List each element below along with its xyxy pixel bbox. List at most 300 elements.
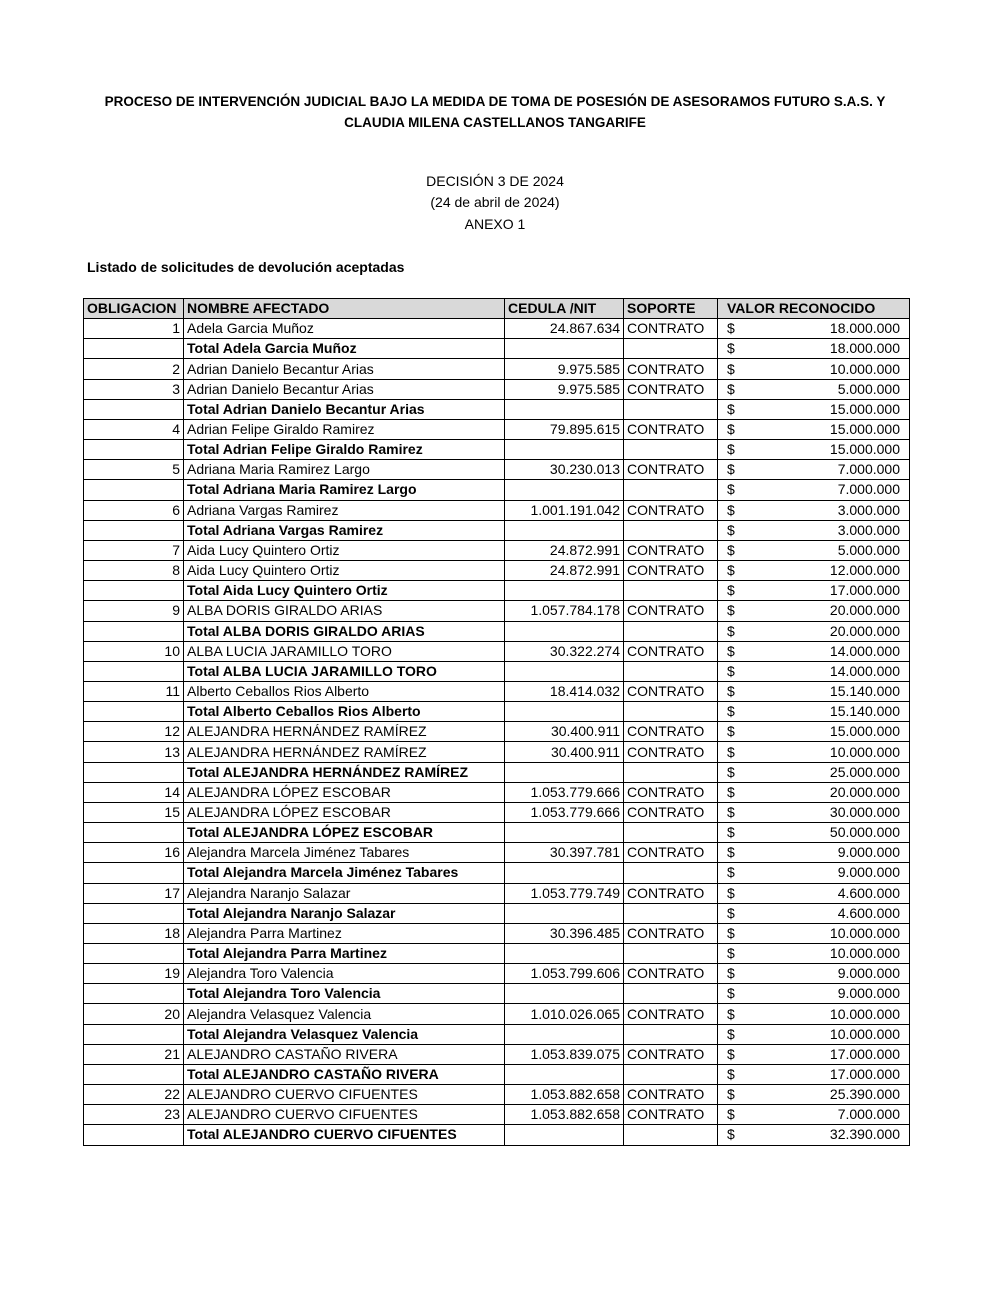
total-row [84,621,910,641]
amount-value: 17.000.000 [829,1045,900,1062]
currency-symbol: $ [727,683,735,700]
cell-valor [718,722,910,742]
cell-cedula [505,863,624,883]
cell-obligacion: 7 [84,540,184,560]
amount-value: 15.000.000 [829,723,900,740]
table-row [84,923,910,943]
amount-value: 14.000.000 [829,662,900,679]
table-body [84,319,910,1145]
cell-cedula: 24.872.991 [505,561,624,581]
cell-valor [718,1105,910,1125]
cell-soporte [624,702,718,722]
total-row [84,1064,910,1084]
currency-symbol: $ [727,461,735,478]
cell-nombre: ALEJANDRO CUERVO CIFUENTES [184,1105,505,1125]
cell-nombre: Total Adriana Maria Ramirez Largo [184,480,505,500]
amount-value: 30.000.000 [829,803,900,820]
cell-nombre: Total Alberto Ceballos Rios Alberto [184,702,505,722]
cell-soporte: CONTRATO [624,540,718,560]
currency-symbol: $ [727,662,735,679]
total-row [84,823,910,843]
amount-value: 10.000.000 [829,945,900,962]
currency-symbol: $ [727,1126,735,1143]
currency-symbol: $ [727,421,735,438]
cell-cedula [505,581,624,601]
cell-nombre: Total Alejandra Toro Valencia [184,984,505,1004]
currency-symbol: $ [727,441,735,458]
total-row [84,1024,910,1044]
cell-nombre: Adrian Felipe Giraldo Ramirez [184,419,505,439]
cell-cedula: 24.872.991 [505,540,624,560]
total-row [84,944,910,964]
cell-nombre: Adrian Danielo Becantur Arias [184,359,505,379]
amount-value: 20.000.000 [829,622,900,639]
cell-nombre: Alejandra Velasquez Valencia [184,1004,505,1024]
table-row [84,540,910,560]
cell-cedula: 1.053.799.606 [505,964,624,984]
cell-valor [718,823,910,843]
currency-symbol: $ [727,1106,735,1123]
amount-value: 3.000.000 [837,501,900,518]
currency-symbol: $ [727,743,735,760]
table-row [84,782,910,802]
cell-cedula [505,1064,624,1084]
cell-valor [718,379,910,399]
cell-soporte: CONTRATO [624,742,718,762]
cell-soporte: CONTRATO [624,359,718,379]
cell-obligacion [84,823,184,843]
cell-obligacion: 21 [84,1044,184,1064]
amount-value: 17.000.000 [829,1066,900,1083]
amount-value: 10.000.000 [829,743,900,760]
cell-cedula [505,520,624,540]
currency-symbol: $ [727,360,735,377]
currency-symbol: $ [727,320,735,337]
cell-nombre: ALEJANDRA HERNÁNDEZ RAMÍREZ [184,742,505,762]
table-row [84,359,910,379]
total-row [84,480,910,500]
currency-symbol: $ [727,582,735,599]
amount-value: 12.000.000 [829,562,900,579]
currency-symbol: $ [727,1066,735,1083]
total-row [84,863,910,883]
cell-nombre: Total Adrian Felipe Giraldo Ramirez [184,440,505,460]
amount-value: 9.000.000 [837,965,900,982]
cell-cedula [505,823,624,843]
table-row [84,419,910,439]
cell-nombre: Adriana Vargas Ramirez [184,500,505,520]
cell-obligacion [84,480,184,500]
currency-symbol: $ [727,904,735,921]
amount-value: 20.000.000 [829,602,900,619]
cell-nombre: Total ALEJANDRA LÓPEZ ESCOBAR [184,823,505,843]
cell-cedula [505,399,624,419]
cell-obligacion [84,762,184,782]
cell-nombre: Aida Lucy Quintero Ortiz [184,561,505,581]
amount-value: 5.000.000 [837,380,900,397]
currency-symbol: $ [727,622,735,639]
cell-cedula [505,661,624,681]
cell-obligacion [84,661,184,681]
cell-nombre: Total Adriana Vargas Ramirez [184,520,505,540]
cell-valor [718,641,910,661]
amount-value: 10.000.000 [829,924,900,941]
cell-cedula: 30.322.274 [505,641,624,661]
cell-obligacion: 14 [84,782,184,802]
cell-nombre: Total Alejandra Naranjo Salazar [184,903,505,923]
header-soporte: SOPORTE [624,299,718,319]
currency-symbol: $ [727,521,735,538]
table-row [84,843,910,863]
cell-cedula: 1.053.882.658 [505,1105,624,1125]
currency-symbol: $ [727,803,735,820]
cell-soporte [624,823,718,843]
total-row [84,762,910,782]
cell-soporte [624,581,718,601]
cell-soporte: CONTRATO [624,460,718,480]
header-cedula: CEDULA /NIT [505,299,624,319]
total-row [84,520,910,540]
cell-valor [718,762,910,782]
cell-obligacion: 20 [84,1004,184,1024]
table-row [84,379,910,399]
cell-valor [718,1064,910,1084]
cell-obligacion [84,520,184,540]
cell-soporte: CONTRATO [624,1004,718,1024]
cell-valor [718,802,910,822]
decision-date: (24 de abril de 2024) [430,194,560,211]
currency-symbol: $ [727,1045,735,1062]
cell-obligacion [84,399,184,419]
cell-obligacion: 17 [84,883,184,903]
cell-soporte [624,520,718,540]
cell-valor [718,440,910,460]
table-row [84,1044,910,1064]
table-row [84,460,910,480]
cell-nombre: ALEJANDRA LÓPEZ ESCOBAR [184,782,505,802]
table-row [84,1085,910,1105]
cell-cedula: 18.414.032 [505,681,624,701]
amount-value: 17.000.000 [829,582,900,599]
amount-value: 15.140.000 [829,683,900,700]
cell-soporte [624,399,718,419]
cell-valor [718,460,910,480]
cell-valor [718,480,910,500]
cell-soporte: CONTRATO [624,923,718,943]
cell-cedula: 1.057.784.178 [505,601,624,621]
cell-nombre: ALEJANDRO CASTAÑO RIVERA [184,1044,505,1064]
cell-obligacion [84,1125,184,1145]
cell-cedula: 30.400.911 [505,742,624,762]
table-row [84,601,910,621]
total-row [84,984,910,1004]
cell-nombre: Total Alejandra Parra Martinez [184,944,505,964]
cell-nombre: Total Aida Lucy Quintero Ortiz [184,581,505,601]
cell-cedula [505,702,624,722]
cell-valor [718,319,910,339]
cell-cedula [505,944,624,964]
cell-valor [718,419,910,439]
cell-obligacion: 2 [84,359,184,379]
cell-obligacion [84,339,184,359]
amount-value: 15.000.000 [829,400,900,417]
cell-soporte: CONTRATO [624,782,718,802]
document-title [90,91,900,133]
cell-nombre: Alberto Ceballos Rios Alberto [184,681,505,701]
cell-soporte [624,863,718,883]
amount-value: 50.000.000 [829,824,900,841]
cell-obligacion: 8 [84,561,184,581]
currency-symbol: $ [727,501,735,518]
cell-cedula: 24.867.634 [505,319,624,339]
amount-value: 25.390.000 [829,1086,900,1103]
cell-cedula [505,903,624,923]
total-row [84,339,910,359]
cell-nombre: ALEJANDRA HERNÁNDEZ RAMÍREZ [184,722,505,742]
cell-nombre: Total ALBA DORIS GIRALDO ARIAS [184,621,505,641]
cell-valor [718,661,910,681]
currency-symbol: $ [727,400,735,417]
amount-value: 10.000.000 [829,360,900,377]
total-row [84,702,910,722]
cell-valor [718,561,910,581]
currency-symbol: $ [727,562,735,579]
cell-obligacion [84,440,184,460]
cell-soporte: CONTRATO [624,1105,718,1125]
table-row [84,1004,910,1024]
currency-symbol: $ [727,1086,735,1103]
cell-valor [718,843,910,863]
cell-obligacion: 9 [84,601,184,621]
amount-value: 15.000.000 [829,421,900,438]
cell-nombre: ALBA DORIS GIRALDO ARIAS [184,601,505,621]
cell-obligacion: 5 [84,460,184,480]
cell-soporte [624,621,718,641]
cell-cedula: 30.396.485 [505,923,624,943]
amount-value: 15.000.000 [829,441,900,458]
cell-valor [718,500,910,520]
cell-nombre: Total ALEJANDRA HERNÁNDEZ RAMÍREZ [184,762,505,782]
cell-soporte [624,903,718,923]
cell-cedula [505,984,624,1004]
cell-nombre: Alejandra Parra Martinez [184,923,505,943]
amount-value: 10.000.000 [829,1025,900,1042]
amount-value: 7.000.000 [837,481,900,498]
amount-value: 9.000.000 [837,985,900,1002]
amount-value: 25.000.000 [829,763,900,780]
cell-valor [718,903,910,923]
cell-soporte [624,480,718,500]
cell-cedula [505,1024,624,1044]
currency-symbol: $ [727,824,735,841]
cell-valor [718,1044,910,1064]
cell-soporte: CONTRATO [624,319,718,339]
decision-block [290,171,700,235]
cell-obligacion: 12 [84,722,184,742]
cell-obligacion: 23 [84,1105,184,1125]
cell-obligacion [84,863,184,883]
currency-symbol: $ [727,642,735,659]
cell-soporte: CONTRATO [624,843,718,863]
total-row [84,1125,910,1145]
cell-nombre: Adela Garcia Muñoz [184,319,505,339]
cell-obligacion: 15 [84,802,184,822]
cell-cedula: 1.010.026.065 [505,1004,624,1024]
amount-value: 5.000.000 [837,541,900,558]
table-row [84,500,910,520]
amount-value: 18.000.000 [829,320,900,337]
amount-value: 10.000.000 [829,1005,900,1022]
cell-nombre: ALEJANDRO CUERVO CIFUENTES [184,1085,505,1105]
currency-symbol: $ [727,1025,735,1042]
cell-obligacion: 6 [84,500,184,520]
cell-cedula: 1.053.839.075 [505,1044,624,1064]
cell-nombre: Total ALEJANDRO CASTAÑO RIVERA [184,1064,505,1084]
cell-obligacion: 3 [84,379,184,399]
header-obligacion: OBLIGACION [84,299,184,319]
cell-cedula: 9.975.585 [505,359,624,379]
title-line-1: PROCESO DE INTERVENCIÓN JUDICIAL BAJO LA MEDIDA DE TOMA DE POSESIÓN DE ASESORAMOS FUTURO S.A.S. Y [104,94,886,109]
cell-obligacion: 10 [84,641,184,661]
cell-obligacion [84,944,184,964]
header-nombre: NOMBRE AFECTADO [184,299,505,319]
cell-nombre: Alejandra Marcela Jiménez Tabares [184,843,505,863]
currency-symbol: $ [727,703,735,720]
cell-nombre: Aida Lucy Quintero Ortiz [184,540,505,560]
amount-value: 7.000.000 [837,1106,900,1123]
currency-symbol: $ [727,924,735,941]
amount-value: 3.000.000 [837,521,900,538]
total-row [84,440,910,460]
amount-value: 14.000.000 [829,642,900,659]
cell-valor [718,923,910,943]
cell-soporte: CONTRATO [624,641,718,661]
table-row [84,681,910,701]
cell-soporte [624,1125,718,1145]
cell-valor [718,1024,910,1044]
currency-symbol: $ [727,884,735,901]
cell-soporte: CONTRATO [624,561,718,581]
decision-number: DECISIÓN 3 DE 2024 [426,173,564,189]
cell-nombre: Total ALEJANDRO CUERVO CIFUENTES [184,1125,505,1145]
cell-cedula [505,480,624,500]
cell-nombre: Alejandra Naranjo Salazar [184,883,505,903]
cell-nombre: ALBA LUCIA JARAMILLO TORO [184,641,505,661]
cell-valor [718,581,910,601]
cell-soporte: CONTRATO [624,883,718,903]
cell-soporte: CONTRATO [624,802,718,822]
currency-symbol: $ [727,965,735,982]
cell-obligacion: 18 [84,923,184,943]
cell-soporte: CONTRATO [624,1044,718,1064]
cell-obligacion [84,621,184,641]
table-row [84,561,910,581]
title-line-2: CLAUDIA MILENA CASTELLANOS TANGARIFE [344,115,646,130]
cell-obligacion: 4 [84,419,184,439]
cell-valor [718,681,910,701]
table-row [84,964,910,984]
cell-cedula [505,1125,624,1145]
cell-cedula [505,440,624,460]
cell-valor [718,702,910,722]
cell-cedula: 1.053.779.666 [505,782,624,802]
cell-cedula: 1.053.882.658 [505,1085,624,1105]
cell-valor [718,1085,910,1105]
cell-soporte [624,339,718,359]
currency-symbol: $ [727,783,735,800]
cell-nombre: Alejandra Toro Valencia [184,964,505,984]
cell-obligacion: 19 [84,964,184,984]
currency-symbol: $ [727,481,735,498]
currency-symbol: $ [727,340,735,357]
cell-valor [718,601,910,621]
currency-symbol: $ [727,723,735,740]
cell-valor [718,984,910,1004]
cell-valor [718,520,910,540]
cell-soporte: CONTRATO [624,964,718,984]
amount-value: 4.600.000 [837,904,900,921]
amount-value: 4.600.000 [837,884,900,901]
cell-obligacion: 13 [84,742,184,762]
cell-nombre: Total Alejandra Marcela Jiménez Tabares [184,863,505,883]
cell-soporte: CONTRATO [624,681,718,701]
table-row [84,802,910,822]
table-row [84,883,910,903]
cell-nombre: ALEJANDRA LÓPEZ ESCOBAR [184,802,505,822]
currency-symbol: $ [727,985,735,1002]
cell-obligacion [84,984,184,1004]
cell-soporte: CONTRATO [624,419,718,439]
header-valor: VALOR RECONOCIDO [718,299,910,319]
cell-obligacion [84,1024,184,1044]
cell-obligacion [84,702,184,722]
list-title: Listado de solicitudes de devolución aceptadas [87,259,405,275]
cell-valor [718,883,910,903]
cell-valor [718,359,910,379]
cell-nombre: Total Adela Garcia Muñoz [184,339,505,359]
table-header-row [84,299,910,319]
cell-nombre: Adriana Maria Ramirez Largo [184,460,505,480]
amount-value: 9.000.000 [837,864,900,881]
cell-cedula: 1.053.779.749 [505,883,624,903]
cell-nombre: Total Adrian Danielo Becantur Arias [184,399,505,419]
amount-value: 9.000.000 [837,844,900,861]
cell-cedula: 9.975.585 [505,379,624,399]
amount-value: 15.140.000 [829,703,900,720]
currency-symbol: $ [727,864,735,881]
cell-soporte [624,1064,718,1084]
cell-valor [718,339,910,359]
cell-valor [718,944,910,964]
cell-soporte: CONTRATO [624,500,718,520]
cell-obligacion [84,903,184,923]
cell-obligacion [84,581,184,601]
currency-symbol: $ [727,1005,735,1022]
cell-nombre: Adrian Danielo Becantur Arias [184,379,505,399]
currency-symbol: $ [727,763,735,780]
cell-cedula [505,621,624,641]
cell-obligacion [84,1064,184,1084]
cell-obligacion: 11 [84,681,184,701]
cell-soporte: CONTRATO [624,722,718,742]
cell-nombre: Total ALBA LUCIA JARAMILLO TORO [184,661,505,681]
currency-symbol: $ [727,945,735,962]
table-row [84,319,910,339]
amount-value: 32.390.000 [829,1126,900,1143]
currency-symbol: $ [727,602,735,619]
cell-obligacion: 1 [84,319,184,339]
cell-soporte [624,1024,718,1044]
